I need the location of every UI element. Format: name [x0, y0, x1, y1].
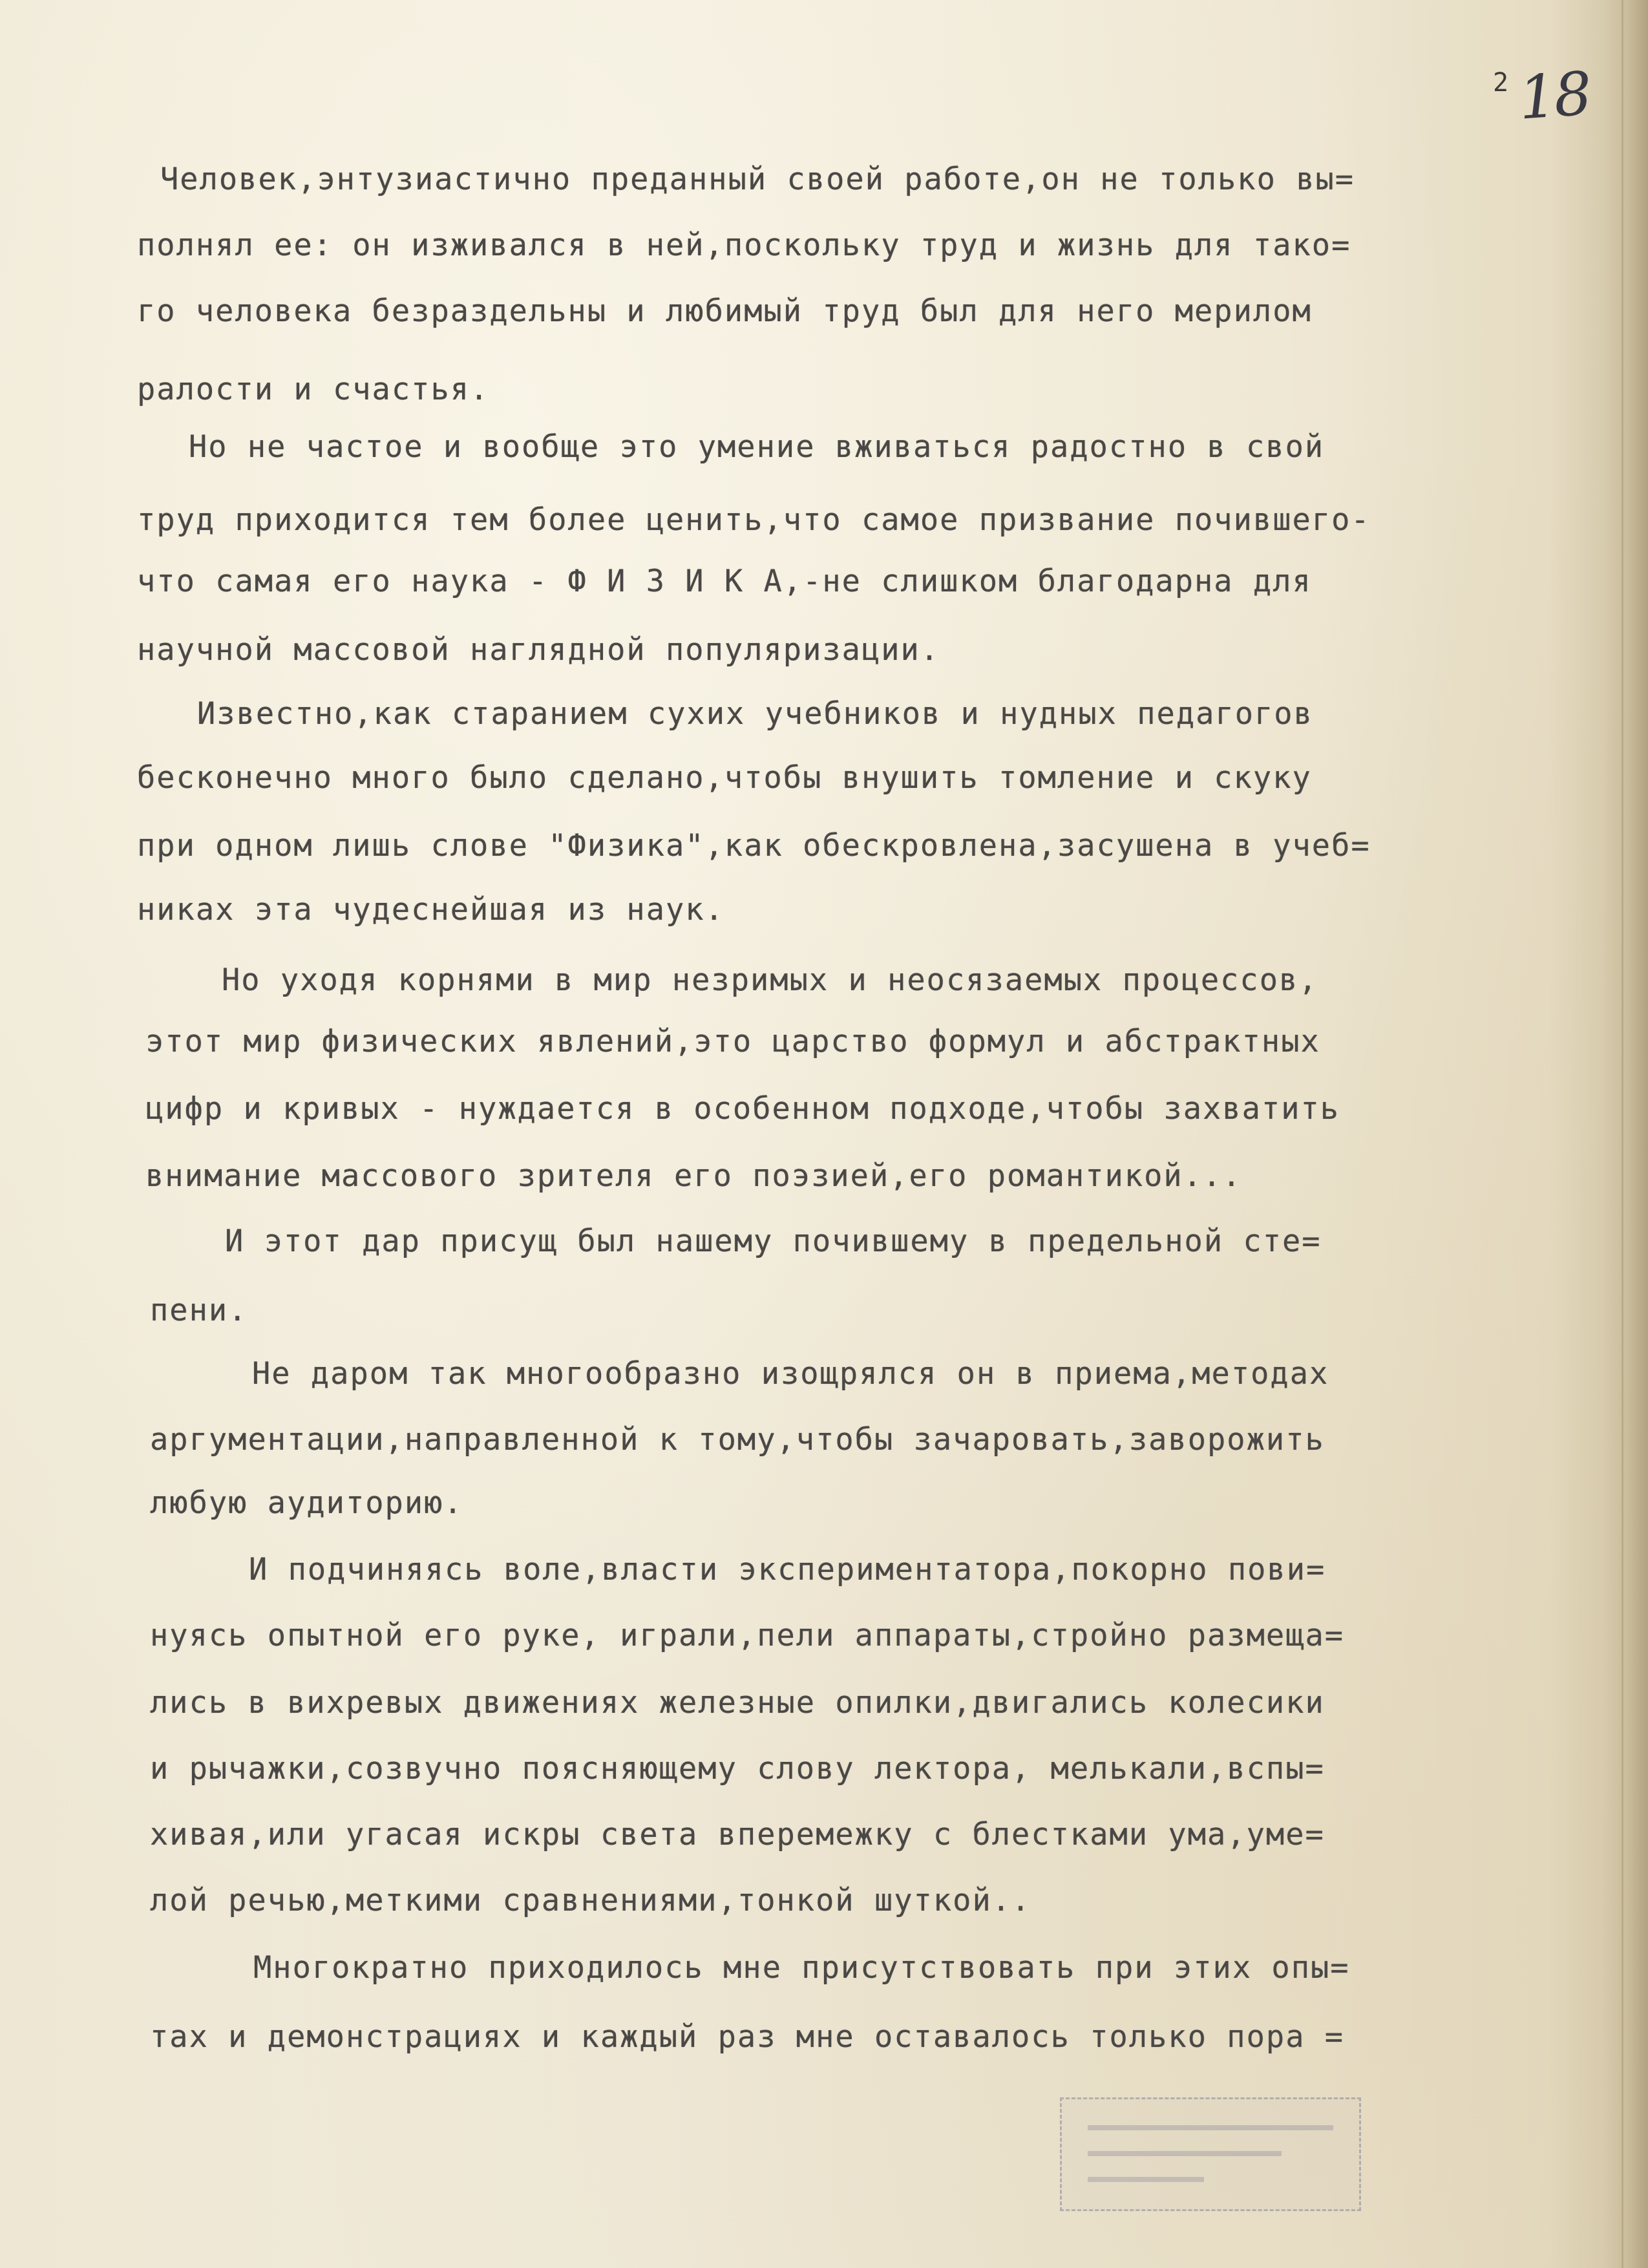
text-line: при одном лишь слове "Физика",как обескровлена,засушена в учеб= — [137, 828, 1371, 864]
page-number-typed: 2 — [1493, 68, 1509, 98]
text-line: научной массовой наглядной популяризации. — [137, 632, 940, 668]
text-line: внимание массового зрителя его поэзией,его романтикой... — [145, 1158, 1242, 1194]
text-line: бесконечно много было сделано,чтобы внушить томление и скуку — [137, 760, 1312, 796]
text-line: лись в вихревых движениях железные опилки,двигались колесики — [150, 1685, 1325, 1721]
text-line: хивая,или угасая искры света вперемежку с блестками ума,уме= — [150, 1817, 1325, 1852]
text-line: Человек,энтузиастично преданный своей работе,он не только вы= — [160, 162, 1355, 197]
text-line: никах эта чудеснейшая из наук. — [137, 892, 724, 927]
text-line: Но уходя корнями в мир незримых и неосязаемых процессов, — [222, 962, 1318, 998]
text-line: Но не частое и вообще это умение вживаться радостно в свой — [189, 429, 1325, 465]
stamp-mark — [1088, 2177, 1204, 2182]
archive-stamp — [1060, 2097, 1361, 2211]
page-number-handwritten: 18 — [1516, 59, 1592, 133]
text-line: нуясь опытной его руке, играли,пели аппараты,стройно размеща= — [150, 1618, 1345, 1653]
text-line: и рычажки,созвучно поясняющему слову лектора, мелькали,вспы= — [150, 1751, 1325, 1786]
text-line: этот мир физических явлений,это царство формул и абстрактных — [145, 1024, 1320, 1059]
stamp-mark — [1088, 2125, 1333, 2130]
text-line: полнял ее: он изживался в ней,поскольку труд и жизнь для тако= — [137, 228, 1351, 263]
text-line: любую аудиторию. — [150, 1485, 463, 1521]
text-line: ралости и счастья. — [137, 372, 490, 407]
text-line: И этот дар присущ был нашему почившему в предельной сте= — [225, 1224, 1322, 1259]
text-line: цифр и кривых - нуждается в особенном подходе,чтобы захватить — [145, 1091, 1340, 1127]
text-line: аргументации,направленной к тому,чтобы зачаровать,заворожить — [150, 1422, 1325, 1457]
stamp-mark — [1088, 2151, 1282, 2156]
text-line: что самая его наука - Ф И З И К А,-не слишком благодарна для — [137, 564, 1312, 599]
text-line: Не даром так многообразно изощрялся он в приема,методах — [252, 1356, 1329, 1392]
text-line: И подчиняясь воле,власти экспериментатора,покорно пови= — [249, 1552, 1326, 1587]
text-line: Известно,как старанием сухих учебников и нудных педагогов — [197, 696, 1313, 732]
text-line: Многократно приходилось мне присутствовать при этих опы= — [253, 1950, 1350, 1986]
text-line: го человека безраздельны и любимый труд был для него мерилом — [137, 293, 1312, 329]
text-line: труд приходится тем более ценить,что самое призвание почившего- — [137, 502, 1371, 538]
text-line: лой речью,меткими сравнениями,тонкой шуткой.. — [150, 1883, 1031, 1918]
text-line: пени. — [150, 1293, 248, 1328]
text-line: тах и демонстрациях и каждый раз мне оставалось только пора = — [150, 2019, 1345, 2055]
